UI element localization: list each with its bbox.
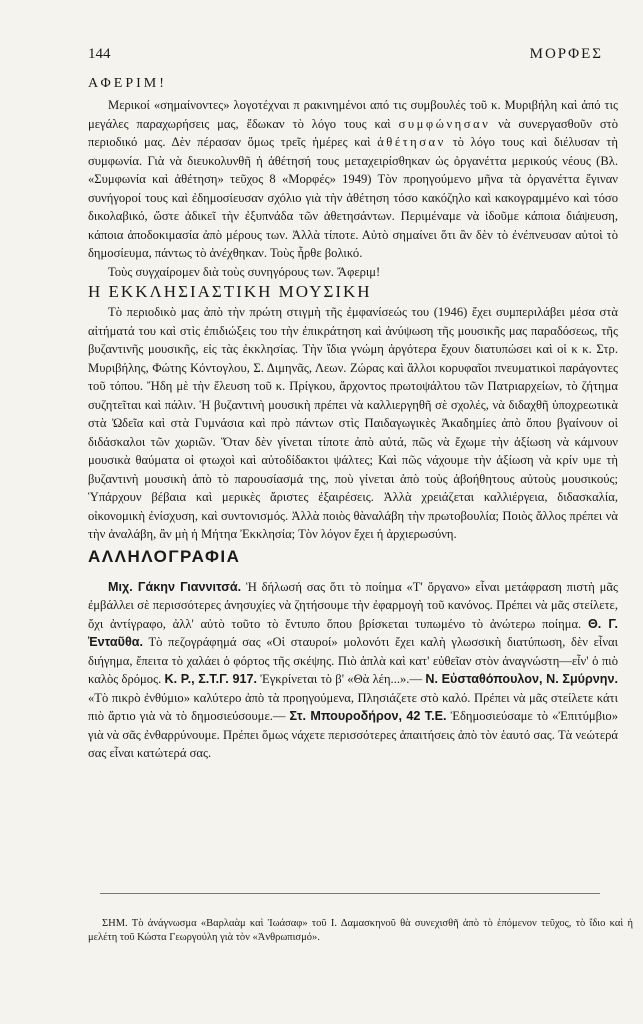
- recipient-name-3: Κ. Ρ., Σ.Τ.Γ. 917.: [164, 672, 257, 686]
- correspondence-heading: ΑΛΛΗΛΟΓΡΑΦΙΑ: [88, 546, 241, 566]
- recipient-name-2: Θ. Γ. Ἐνταῦθα.: [88, 616, 619, 649]
- recipient-name-1: Μιχ. Γάκην Γιαννιτσά.: [108, 579, 242, 594]
- reply-text-1: Ἡ δήλωσή σας ὅτι τὸ ποίημα «Τ' ὄργανο» εἶναι μετάφραση πιστὴ μᾶς ἐμβάλλει σὲ περισσότερες ἀνησυχίες νὰ ζητήσουμε τὴν ἐφαρμογὴ τοῦ κανόνος. Πρέπει νὰ μᾶς στείλετε, ὄχι ἀντίγραφο, ἀλλ' αὐτὸ τοῦτο τὸ ἔντυπο ὅπου βρίσκεται τυπωμένο τὸ ἀνώτερω ποίημα.: [88, 579, 618, 631]
- recipient-name-5: Στ. Μπουροδήρον, 42 Τ.Ε.: [289, 709, 447, 723]
- afterim-heading: ΑΦΕΡΙΜ!: [88, 76, 167, 91]
- afterim-text-b: νὰ συνεργασθοῦν στὸ περιοδικό μας. Δὲν πέρασαν ὅμως τρεῖς ἡμέρες καὶ: [88, 116, 618, 149]
- page-content: [88, 74, 618, 763]
- recipient-name-4: Ν. Εὐσταθόπουλον, Ν. Σμύρνην.: [425, 672, 618, 686]
- reply-text-5: Ἐδημοσιεύσαμε τὸ «Ἐπιτύμβιο» γιὰ νὰ σᾶς ἐνθαρρύνουμε. Πρέπει ὅμως νάχετε περισσότερες ἀπαιτήσεις ἀπὸ τὸν ἑαυτό σας. Τὰ νεώτερά σας εἶναι κατώτερά σας.: [88, 709, 618, 760]
- page-number: 144: [88, 46, 111, 62]
- afterim-text-c: τὸ λόγο τους καὶ διέλυσαν τὴ συμφωνία. Γιὰ νὰ διευκολυνθῆ ἡ ἀθέτησή τους μεταχειρίσθηκαν ὡς ὀργανέττα μερικούς νέους (Βλ. «Συμφωνία καὶ ἀθέτηση» τεῦχος 8 «Μορφές» 1949) Τὸν προηγούμενο μῆνα τὰ ὀργανέττα ἔγιναν συνήγοροί τους καὶ ἐδημοσίευσαν σχόλιο γιὰ τὴν ἀθέτηση τόσο κακόζηλο καὶ κακογραμμένο καὶ τόσο δικολαβικό, ὥστε ἀδικεῖ τὴν ἐξυπνάδα τῶν ἀθετησάντων. Περιμέναμε νὰ ἰδοῦμε κάποια διάψευση, κάποια ἀποδοκιμασία ἀπὸ μέρους των. Ἀλλὰ τίποτε. Αὐτὸ σημαίνει ὅτι ἂν δὲν τὸ ἐνέπνευσαν αὐτοὶ τὸ δημοσίευμα, πάντως τὸ ἀνέχθηκαν. Τοὺς ἦρθε βολικό.: [88, 135, 618, 260]
- footnote-divider: [100, 893, 600, 894]
- journal-title: ΜΟΡΦΕΣ: [529, 46, 603, 62]
- afterim-spaced-word-1: συμφώνησαν: [398, 116, 491, 131]
- page-header: [88, 46, 603, 63]
- afterim-paragraph-2: Τοὺς συγχαίρομεν διὰ τοὺς συνηγόρους των. Ἄφεριμ!: [108, 264, 381, 279]
- correspondence-paragraph: [88, 578, 618, 763]
- music-paragraph: Τὸ περιοδικὸ μας ἀπὸ τὴν πρώτη στιγμὴ τῆς ἐμφανίσεώς του (1946) ἔχει συμπεριλάβει μέσα στὰ αἰτήματά του καὶ στὶς ἐπιδιώξεις του τὴν ἐπικράτηση καὶ ἀνύψωση τῆς μουσικῆς μας παραδόσεως, τῆς βυζαντινῆς μουσικῆς, εἰς τὰς ἐκκλησίας. Τὴν ἴδια γνώμη ἀργότερα ἔχουν διατυπώσει καὶ οἱ κ κ. Στρ. Μυριβήλης, Φώτης Κόντογλου, Σ. Διμηνᾶς, Λεων. Ζώρας καὶ ἄλλοι κορυφαῖοι πνευματικοὶ παράγοντες τοῦ τόπου. Ἤδη μὲ τὴν ἔλευση τοῦ κ. Πρίγκου, ἄρχοντος πρωτοψάλτου τῶν Πατριαρχείων, τὸ ζήτημα συζητεῖται καὶ πάλιν. Ἡ βυζαντινὴ μουσικὴ πρέπει νὰ καλλιεργηθῆ σὲ σχολές, νὰ διδαχθῆ ὑποχρεωτικὰ στὰ Ὠδεῖα καὶ στὰ Γυμνάσια καὶ πρὸ πάντων στὶς Παιδαγωγικὲς Ἀκαδημίες ἀπὸ ὅπου βγαίνουν οἱ διδάσκαλοι τῶν χωριῶν. Ὅταν δὲν γίνεται τίποτε ἀπὸ αὐτά, πῶς νὰ ἔχωμε τὴν ἀξίωση νὰ κάμνουν μουσικὰ θαύματα οἱ φτωχοὶ καὶ αὐτοδίδακτοι ψάλτες; Καὶ πῶς νάχουμε τὴν ἀξίωση νὰ κρίν υμε τὴ βυζαντινὴ μουσικὴ ἀπὸ τὸ παρουσίασμά της, ποὺ γίνεται ἀπὸ τοὺς ἀβοήθητους αὐτοὺς μουσικούς; Ὑπάρχουν βέβαια καὶ μερικὲς ἄριστες ἐξαιρέσεις. Ἀλλὰ χρειάζεται καλλιέργεια, διδασκαλία, οἰκονομικὴ ἐνίσχυση, καὶ συντονισμός. Ἀλλὰ ποιὸς θὰναλάβη τὴν πρωτοβουλία; Ποιὸς ἄλλος πρέπει νὰ τὴν ἀναλάβη, ἂν μὴ ἡ Μήτηα Ἐκκλησία; Τὸν λόγον ἔχει ἡ ἀρχιερωσύνη.: [88, 305, 618, 541]
- reply-text-3: Ἐγκρίνεται τὸ β' «Θὰ λέη...».—: [256, 672, 426, 686]
- reply-text-4: «Τὸ πικρὸ ἐνθύμιο» καλύτερο ἀπὸ τὰ προηγούμενα, Πλησιάζετε στὸ καλό. Πρέπει νὰ μᾶς στείλετε κάτι πιὸ ἄρτιο γιὰ νὰ τὸ δημοσιεύσουμε.—: [88, 690, 618, 723]
- footnote: ΣΗΜ. Τὸ ἀνάγνωσμα «Βαρλαὰμ καὶ Ἰωάσαφ» τοῦ Ι. Δαμασκηνοῦ θὰ συνεχισθῆ ἀπὸ τὸ ἑπόμενον τεῦχος, τὸ ἴδιο καὶ ἡ μελέτη τοῦ Κώστα Γεωργούλη γιὰ τὸν «Ἀνθρωπισμό».: [88, 917, 633, 943]
- afterim-paragraph-1: [88, 96, 618, 263]
- afterim-text-a: Μερικοί «σημαίνοντες» λογοτέχναι π ρακινημένοι από τις συμβουλές τοῦ κ. Μυριβήλη καὶ ἀπό τις μεγάλες παραχωρήσεις μας, ἔδωκαν τὸ λόγο τους καὶ: [88, 98, 618, 131]
- afterim-spaced-word-2: ἀθέτησαν: [377, 135, 446, 149]
- music-heading: Η ΕΚΚΛΗΣΙΑΣΤΙΚΗ ΜΟΥΣΙΚΗ: [88, 282, 372, 301]
- reply-text-2: Τὸ πεζογράφημά σας «Οἱ σταυροί» μολονότι ἔχει καλὴ γλωσσικὴ διατύπωση, δὲν εἶναι διήγημα, ἔπειτα τὸ χαλάει ὁ φόρτος τῆς σκέψης. Πιὸ ἁπλὰ καὶ κατ' εὐθεῖαν στὸν ἀναγνώστη—εἶν' ὁ πιὸ καλὸς δρόμος.: [88, 635, 618, 686]
